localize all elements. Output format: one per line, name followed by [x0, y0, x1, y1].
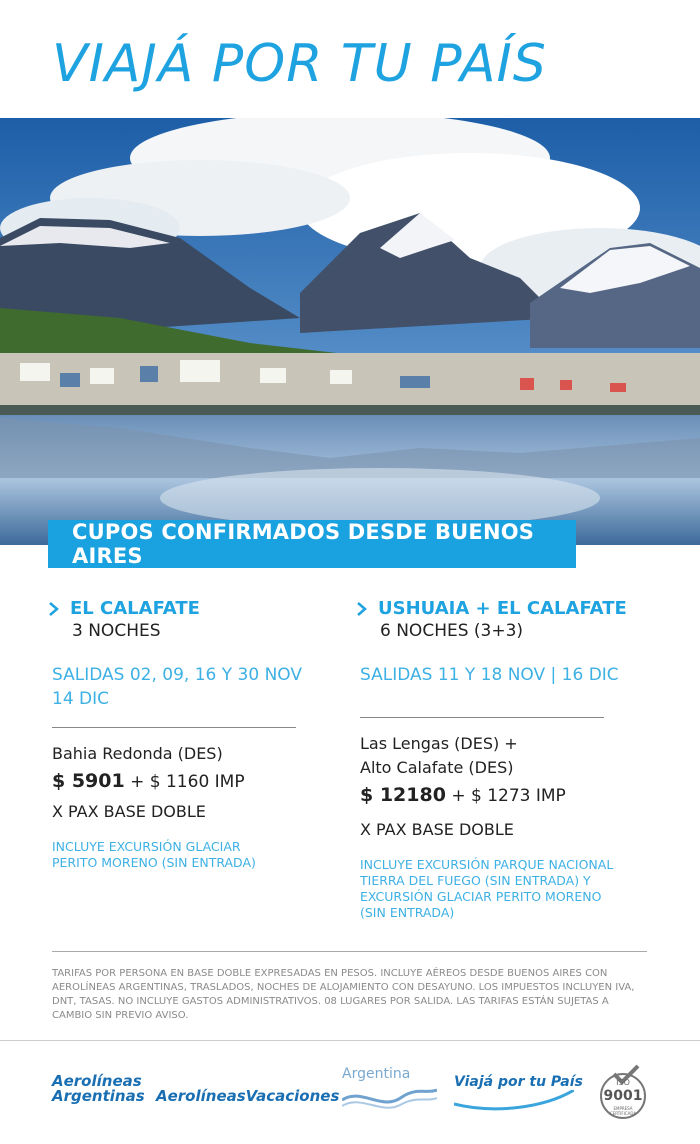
pax-basis: X PAX BASE DOBLE [360, 820, 514, 839]
offer-title [48, 598, 332, 619]
dates-line: SALIDAS 11 Y 18 NOV | 16 DIC [360, 665, 619, 685]
viaja-por-tu-pais-logo[interactable] [454, 1074, 700, 1116]
pax-basis: X PAX BASE DOBLE [52, 802, 206, 821]
aerolineas-vacaciones-logo[interactable]: AerolíneasVacaciones [156, 1087, 340, 1105]
price [360, 784, 660, 806]
hotel-line: Alto Calafate (DES) [360, 758, 514, 777]
offer-title [356, 598, 660, 619]
price-amount: $ 12180 [360, 784, 446, 806]
terms-and-conditions: TARIFAS POR PERSONA EN BASE DOBLE EXPRESADAS EN PESOS. INCLUYE AÉREOS DESDE BUENOS AIRES CON AEROLÍNEAS ARGENTINAS, TRASLADOS, NOCHES DE ALOJAMIENTO CON DESAYUNO. LOS IMPUESTOS INCLUYEN IVA, DNT, TASAS. NO INCLUYE GASTOS ADMINISTRATIVOS. 08 LUGARES POR SALIDA. LAS TARIFAS ESTÁN SUJETAS A CAMBIO SIN PREVIO AVISO. [52, 968, 635, 1021]
hotel-name: Bahia Redonda (DES) [52, 744, 223, 763]
chevron-right-icon [48, 601, 62, 617]
dates-line: 14 DIC [52, 689, 110, 709]
iso-top-label: ISO [616, 1078, 630, 1087]
nights-label: 3 NOCHES [72, 621, 161, 641]
dates-line: SALIDAS 02, 09, 16 Y 30 NOV [52, 665, 303, 685]
offer-card-el-calafate [52, 598, 332, 871]
logo-text: Viajá por tu País [454, 1074, 583, 1090]
nights-label: 6 NOCHES (3+3) [380, 621, 524, 641]
logo-text: Argentinas [52, 1087, 145, 1105]
iso-certified-label: EMPRESA CERTIFICADA [609, 1106, 637, 1116]
argentina-brand-logo[interactable] [342, 1066, 437, 1116]
hotel-name [360, 732, 660, 780]
divider [52, 727, 296, 728]
divider [360, 717, 604, 718]
logo-text: Argentina [342, 1066, 411, 1082]
banner-confirmed-seats: CUPOS CONFIRMADOS DESDE BUENOS AIRES [48, 520, 576, 568]
iso-9001-badge [598, 1064, 648, 1122]
departure-dates [360, 663, 660, 687]
logo-text: Aerolíneas [52, 1072, 142, 1090]
departure-dates [52, 663, 332, 711]
footer-divider [0, 1040, 700, 1041]
price-taxes: + $ 1160 IMP [130, 772, 245, 792]
price [52, 770, 332, 792]
hero-image-ushuaia [0, 118, 700, 545]
hotel-line: Las Lengas (DES) + [360, 734, 518, 753]
price-amount: $ 5901 [52, 770, 125, 792]
iso-number: 9001 [603, 1088, 643, 1104]
includes-note: INCLUYE EXCURSIÓN GLACIAR PERITO MORENO (SIN ENTRADA) [52, 839, 256, 870]
divider [52, 951, 647, 952]
offer-card-ushuaia-el-calafate [360, 598, 660, 921]
destination-label: EL CALAFATE [70, 598, 200, 619]
destination-label: USHUAIA + EL CALAFATE [378, 598, 627, 619]
price-taxes: + $ 1273 IMP [451, 786, 566, 806]
wave-icon [342, 1082, 437, 1112]
page-title: VIAJÁ POR TU PAÍS [52, 34, 547, 94]
chevron-right-icon [356, 601, 370, 617]
includes-note: INCLUYE EXCURSIÓN PARQUE NACIONAL TIERRA DEL FUEGO (SIN ENTRADA) Y EXCURSIÓN GLACIAR PERITO MORENO (SIN ENTRADA) [360, 857, 614, 920]
swoosh-icon [454, 1090, 574, 1112]
aerolineas-argentinas-logo[interactable] [52, 1074, 145, 1104]
